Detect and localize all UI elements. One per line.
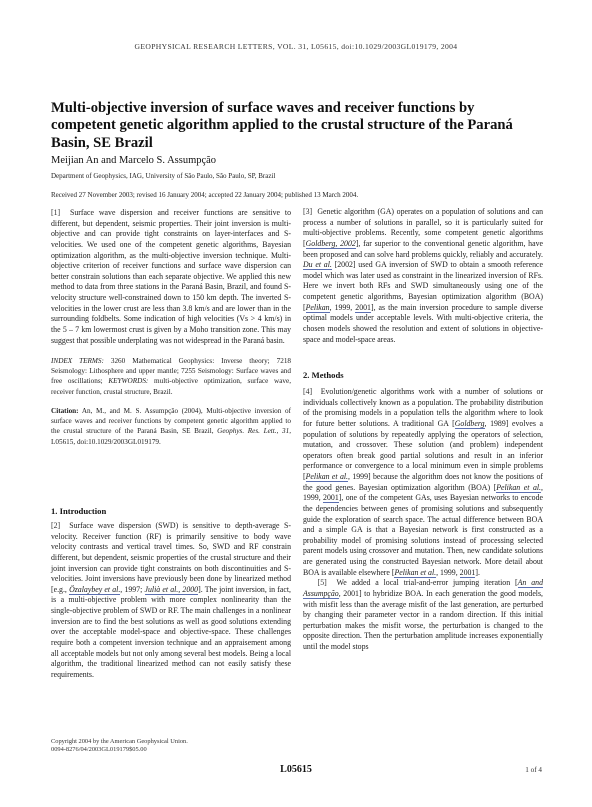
citation-rest: L05615, doi:10.1029/2003GL019179. xyxy=(51,437,161,446)
reference-link[interactable]: Julià et al., 2000 xyxy=(144,584,199,594)
keywords-label: KEYWORDS: xyxy=(108,377,149,386)
methods-text xyxy=(303,387,543,653)
ga-text-d: , 1999, xyxy=(329,302,353,312)
affiliation: Department of Geophysics, IAG, University of São Paulo, São Paulo, SP, Brazil xyxy=(51,172,276,180)
ga-text-b: ], far superior to the conventional genetic algorithm, have been proposed and can solve hard problems quickly, reliably and accurately. xyxy=(303,238,543,259)
reference-link[interactable]: 2001 xyxy=(355,302,371,312)
paragraph-number: [5] xyxy=(317,578,327,588)
running-head: GEOPHYSICAL RESEARCH LETTERS, VOL. 31, L05615, doi:10.1029/2003GL019179, 2004 xyxy=(134,42,458,51)
paragraph-number: [1] xyxy=(51,208,61,217)
ga-text-a: Genetic algorithm (GA) operates on a population of solutions and can process a number of solutions in parallel, so it is particularly suited for multi-objective problems. Recently, some competent genetic algorithms [ xyxy=(303,207,543,248)
reference-link[interactable]: Pelikan et al. xyxy=(496,482,542,492)
received-dates: Received 27 November 2003; revised 16 January 2004; accepted 22 January 2004; published 13 March 2004. xyxy=(51,191,359,199)
methods-text-f: , 1999, xyxy=(436,567,458,577)
ga-text-e: ], as the main inversion procedure to sample diverse optimal models under acceptable levels. With multi-objective criteria, the chosen models showed the resolution and extent of solutions in objective-space and model-space areas. xyxy=(303,302,544,344)
abstract xyxy=(51,208,291,346)
index-terms-text: 3260 Mathematical Geophysics: Inverse theory; 7218 Seismology: Lithosphere and upper mantle; 7255 Seismology: Surface waves and free oscillations; xyxy=(51,357,292,386)
intro-text-year: , 1997; xyxy=(120,584,143,594)
reference-link[interactable]: Goldberg, 2002 xyxy=(305,238,356,248)
copyright xyxy=(51,738,188,754)
methods-text-p5b: , 2001] to hybridize BOA. In each generation the good models, with misfit less than the average misfit of the last generation, are perturbed by changing their parameter vector in a random direction. If this initial perturbation makes the misfit worse, the perturbation is changed to the opposite direction. Then the perturbation amplitude increases exponentially until the model stops xyxy=(303,588,543,651)
methods-text-d: , 1999, xyxy=(303,482,543,503)
intro-text-b: ]. The joint inversion, in fact, is a multi-objective problem with more complex nonlinearity than the single-objective problem of SWD or RF. The main challenges in a nonlinear inversion are to find the best solutions as well as good solutions extending over the acceptable model-space and objective-space. These challenges require both a competent inversion technique and an appraisement among all acceptable models but not only among several best models. Being a local algorithm, the traditional linearized method can not easily satisfy these requirements. xyxy=(51,584,291,679)
reference-link[interactable]: Pelikan et al. xyxy=(394,567,437,577)
reference-link[interactable]: Pelikan et al. xyxy=(305,472,349,481)
index-terms-label: INDEX TERMS: xyxy=(51,357,104,365)
methods-text-g: ]. xyxy=(475,567,480,577)
ga-paragraph xyxy=(303,207,543,345)
methods-text-c: , 1999] because the algorithm does not know the positions of the good genes. Bayesian optimization algorithm (BOA) [ xyxy=(303,472,543,492)
citation-label: Citation: xyxy=(51,407,79,415)
paragraph-number: [4] xyxy=(303,387,313,396)
methods-text-p5a: We added a local trial-and-error jumping iteration [ xyxy=(336,578,518,588)
reference-link[interactable]: Goldberg xyxy=(454,418,485,428)
article-id: L05615 xyxy=(280,764,312,775)
abstract-text: Surface wave dispersion and receiver functions are sensitive to different, but dependent, seismic properties. Their joint inversion is multi-objective and can provide tight constraints on layer-interfaces and S-velocities. We used one of the competent genetic algorithms, Bayesian optimization algorithm, as the multi-objective inversion technique. Multi-objective criterion of receiver functions and surface wave dispersion can better constrain solutions than each separate objective. We applied this new method to data from three stations in the Paraná Basin, Brazil, and found S-velocity structure well-constrained down to 150 km depth. The inverted S-velocities in the lower crust are less than 3.8 km/s and are lower than in the surrounding foldbelts. Some indication of high velocities (Vs > 4 km/s) in the 5 – 7 km lowermost crust is given by a Moho transition zone. This may suggest that possible underplating was not widespread in the Paraná basin. xyxy=(51,208,292,345)
citation-authors: An, M., and M. S. Assumpção (2004), Multi-objective inversion of surface waves and receiver functions by competent genetic algorithm applied to the crustal structure of the Paraná Basin, SE Brazil, xyxy=(51,407,291,436)
section-heading-introduction: 1. Introduction xyxy=(51,506,107,516)
page-number: 1 of 4 xyxy=(525,766,542,774)
paper-title: Multi-objective inversion of surface waves and receiver functions by competent genetic algorithm applied to the crustal structure of the Paraná Basin, SE Brazil xyxy=(51,100,513,151)
paragraph-number: [3] xyxy=(303,207,313,216)
methods-text-a: Evolution/genetic algorithms work with a number of solutions or individuals collectively known as a population. The probability distribution of the promising models in a population tells the algorithm where to look for future better solutions. A traditional GA [ xyxy=(303,387,543,428)
reference-link[interactable]: An and Assumpção xyxy=(303,578,543,598)
intro-text-a: Surface wave dispersion (SWD) is sensitive to depth-average S-velocity. Receiver function (RF) is primarily sensitive to body wave velocity contrasts and vertical travel times. So, SWD and RF constrain different, but dependent, seismic properties of the crustal structure and their joint inversion can provide tight constraints on both discontinuities and S-velocities. Joint inversions have previously been done by linearized method [e.g., xyxy=(51,521,292,594)
citation xyxy=(51,406,291,447)
ga-text-c: [2002] used GA inversion of SWD to obtain a smooth reference model which was later used as constraint in the linearized inversion of RFs. Here we invert both RFs and SWD simultaneously using one of the competent genetic algorithms, Bayesian optimization algorithm (BOA) [ xyxy=(303,260,544,312)
authors: Meijian An and Marcelo S. Assumpção xyxy=(51,155,217,166)
reference-link[interactable]: Pelikan xyxy=(305,302,330,312)
citation-journal: Geophys. Res. Lett., 31, xyxy=(217,427,291,436)
introduction-text xyxy=(51,521,291,680)
paragraph-number: [2] xyxy=(51,521,61,530)
methods-text-b: , 1989] evolves a population of solutions by repeatedly applying the operators of selection, mutation, and crossover. These solution (and problem) independent operators often break good partial solutions and result in an inferior performance or convergence to a local minimum even in simple problems [ xyxy=(303,418,543,481)
reference-link[interactable]: 2001 xyxy=(459,567,476,577)
reference-link[interactable]: Du et al. xyxy=(303,260,332,270)
issn-line: 0094-8276/04/2003GL019179$05.00 xyxy=(51,746,147,753)
copyright-line: Copyright 2004 by the American Geophysical Union. xyxy=(51,738,188,745)
methods-text-e: ], one of the competent GAs, uses Bayesian networks to encode the dependencies between genes of promising solutions and subsequently guide the exploration of search space. The actual difference between BOA and a simple GA is that a Bayesian network is first constructed as a probability model of promising solutions instead of processing selected parent models using crossover and mutation. Then, new candidate solutions are generated using the constructed Bayesian network. More detail about BOA is available elsewhere [ xyxy=(303,493,543,577)
reference-link[interactable]: Özalaybey et al. xyxy=(69,584,121,594)
keywords-text: multi-objective optimization, surface wave, receiver function, crustal structure, Brazil. xyxy=(51,377,291,396)
index-terms xyxy=(51,356,291,397)
reference-link[interactable]: 2001 xyxy=(323,493,339,503)
section-heading-methods: 2. Methods xyxy=(303,370,344,380)
